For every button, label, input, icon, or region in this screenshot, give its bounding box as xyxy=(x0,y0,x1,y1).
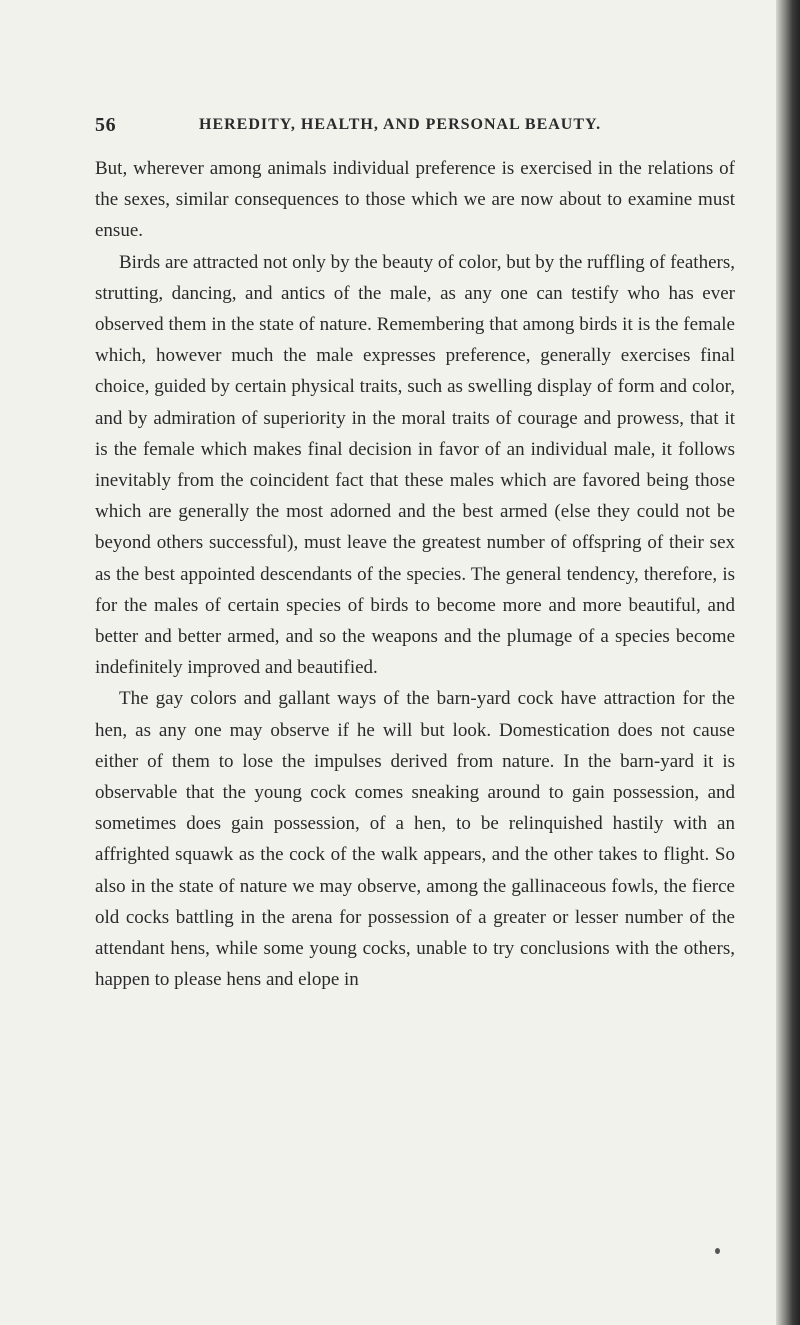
paragraph-2: Birds are attracted not only by the beauty of color, but by the ruffling of feathers, strutting, dancing, and antics of the male, as any one can testify who has ever observed them in the state of nature. Remembering that among birds it is the female which, however much the male expresses preference, generally exercises final choice, guided by certain physical traits, such as swelling display of form and color, and by admiration of superiority in the moral traits of courage and prowess, that it is the female which makes final decision in favor of an individual male, it follows inevitably from the coincident fact that these males which are favored being those which are generally the most adorned and the best armed (else they could not be beyond others successful), must leave the greatest number of offspring of their sex as the best appointed descendants of the species. The general tendency, therefore, is for the males of certain species of birds to become more and more beautiful, and better and better armed, and so the weapons and the plumage of a species become indefinitely improved and beautified. xyxy=(95,251,735,679)
page-number: 56 xyxy=(95,114,117,136)
page-header xyxy=(95,114,755,140)
page-binding-edge xyxy=(776,0,800,1325)
paragraph-3: The gay colors and gallant ways of the barn-yard cock have attraction for the hen, as any one may observe if he will but look. Domestication does not cause either of them to lose the impulses derived from nature. In the barn-yard it is observable that the young cock comes sneaking around to gain possession, and sometimes does gain possession, of a hen, to be relinquished hastily with an affrighted squawk as the cock of the walk appears, and the other takes to flight. So also in the state of nature we may observe, among the gallinaceous fowls, the fierce old cocks battling in the arena for possession of a greater or lesser number of the attendant hens, while some young cocks, unable to try conclusions with the others, happen to please hens and elope in xyxy=(95,688,735,991)
running-title: HEREDITY, HEALTH, AND PERSONAL BEAUTY. xyxy=(199,116,602,133)
ink-speck xyxy=(715,1248,720,1254)
body-text xyxy=(95,153,735,995)
paragraph-1: But, wherever among animals individual preference is exercised in the relations of the sexes, similar consequences to those which we are now about to examine must ensue. xyxy=(95,158,735,242)
